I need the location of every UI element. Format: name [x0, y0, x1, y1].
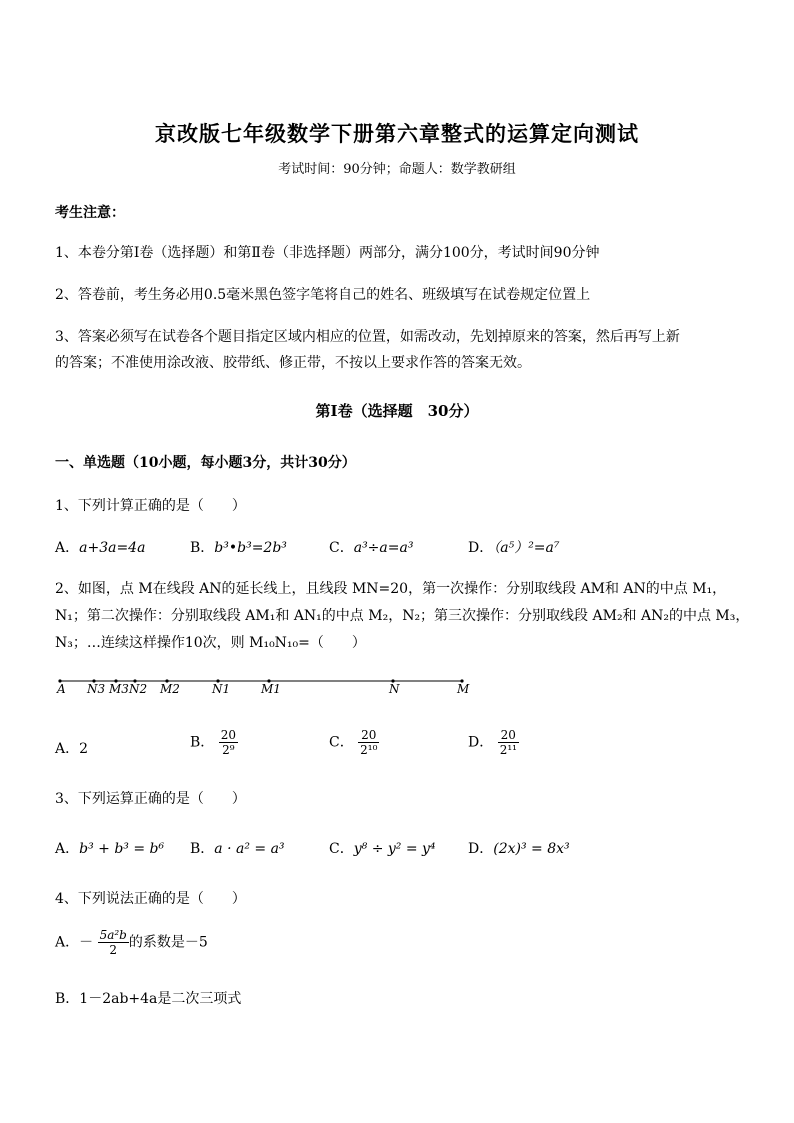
q2-b-num: 20 — [220, 728, 237, 742]
q1-b-text: b³•b³=2b³ — [214, 540, 287, 556]
q2-line-1: 2、如图，点 M在线段 AN的延长线上，且线段 MN=20，第一次操作：分别取线段 AM和 AN的中点 M₁， — [55, 581, 727, 597]
q4-a-num: 5a²b — [99, 928, 127, 942]
q2-option-d — [468, 728, 519, 757]
q2-line-2: N₁；第二次操作：分别取线段 AM₁和 AN₁的中点 M₂，N₂；第三次操作：分别取线段 AM₂和 AN₂的中点 M₃， — [55, 608, 750, 624]
point-label-m: M — [457, 682, 470, 696]
q3-option-c — [329, 838, 436, 858]
point-label-n1: N1 — [212, 682, 231, 696]
q1-option-c — [329, 537, 413, 557]
q4-a-den: 2 — [109, 943, 118, 957]
q1-stem: 1、下列计算正确的是（ ） — [55, 498, 246, 514]
q2-d-num: 20 — [498, 728, 519, 743]
q3-option-a — [55, 838, 164, 858]
point-label-a: A — [57, 682, 66, 696]
point-label-m3: M3 — [109, 682, 129, 696]
q3-d-text: (2x)³ = 8x³ — [493, 841, 570, 857]
q3-d-label: D． — [468, 841, 494, 857]
q2-c-num: 20 — [358, 728, 379, 743]
q3-stem: 3、下列运算正确的是（ ） — [55, 791, 246, 807]
q4-option-a — [55, 928, 208, 957]
q4-a-fraction — [98, 928, 129, 957]
notice-item-3-cont: 的答案；不准使用涂改液、胶带纸、修正带，不按以上要求作答的答案无效。 — [55, 355, 531, 371]
section-title: 第Ⅰ卷（选择题 30分） — [315, 402, 479, 420]
q2-b-den: 2⁹ — [222, 743, 235, 757]
notice-item-3: 3、答案必须写在试卷各个题目指定区域内相应的位置，如需改动，先划掉原来的答案，然后再写上新 — [55, 329, 680, 345]
q2-a-text: 2 — [79, 741, 89, 757]
q1-d-label: D． — [468, 540, 494, 556]
q3-b-text: a · a² = a³ — [214, 841, 285, 857]
q2-b-label: B． — [190, 734, 215, 751]
q1-option-b — [190, 537, 287, 557]
q3-option-d — [468, 838, 570, 858]
point-label-n: N — [389, 682, 400, 696]
q2-line-3: N₃；…连续这样操作10次，则 M₁₀N₁₀=（ ） — [55, 635, 366, 651]
point-label-m1: M1 — [261, 682, 281, 696]
q2-segment-figure — [55, 672, 475, 702]
q2-option-a — [55, 738, 88, 758]
q2-d-fraction — [498, 728, 519, 757]
q4-a-label: A．－ — [55, 934, 94, 951]
point-label-n3: N3 — [87, 682, 106, 696]
q1-c-label: C． — [329, 540, 354, 556]
q2-d-label: D． — [468, 734, 494, 751]
q4-stem: 4、下列说法正确的是（ ） — [55, 891, 246, 907]
q1-d-text: （a⁵）²=a⁷ — [493, 540, 560, 556]
point-label-n2: N2 — [129, 682, 148, 696]
notice-heading: 考生注意： — [55, 205, 125, 221]
q4-option-b: B．1－2ab+4a是二次三项式 — [55, 991, 242, 1007]
notice-item-2: 2、答卷前，考生务必用0.5毫米黑色签字笔将自己的姓名、班级填写在试卷规定位置上 — [55, 287, 591, 303]
point-label-m2: M2 — [160, 682, 180, 696]
q2-c-label: C． — [329, 734, 354, 751]
q3-a-label: A． — [55, 841, 80, 857]
q2-d-den: 2¹¹ — [499, 743, 517, 757]
q2-a-label: A． — [55, 741, 80, 757]
q1-c-text: a³÷a=a³ — [353, 540, 414, 556]
part-heading: 一、单选题（10小题，每小题3分，共计30分） — [55, 455, 356, 471]
notice-item-1: 1、本卷分第Ⅰ卷（选择题）和第Ⅱ卷（非选择题）两部分，满分100分，考试时间90分钟 — [55, 245, 600, 261]
q1-option-d — [468, 537, 560, 557]
q1-b-label: B． — [190, 540, 215, 556]
exam-subtitle: 考试时间：90分钟；命题人：数学教研组 — [278, 162, 516, 177]
q2-option-b — [190, 728, 238, 757]
q3-b-label: B． — [190, 841, 215, 857]
q1-option-a — [55, 537, 145, 557]
q2-option-c — [329, 728, 379, 757]
q2-c-den: 2¹⁰ — [360, 743, 378, 757]
q4-a-tail: 的系数是－5 — [128, 934, 208, 951]
q1-a-text: a+3a=4a — [79, 540, 146, 556]
q3-c-label: C． — [329, 841, 354, 857]
q3-c-text: y⁸ ÷ y² = y⁴ — [353, 841, 436, 857]
q2-c-fraction — [358, 728, 379, 757]
q1-a-label: A． — [55, 540, 80, 556]
q3-option-b — [190, 838, 285, 858]
q2-b-fraction — [219, 728, 238, 757]
q3-a-text: b³ + b³ = b⁶ — [79, 841, 165, 857]
exam-title: 京改版七年级数学下册第六章整式的运算定向测试 — [155, 121, 639, 146]
